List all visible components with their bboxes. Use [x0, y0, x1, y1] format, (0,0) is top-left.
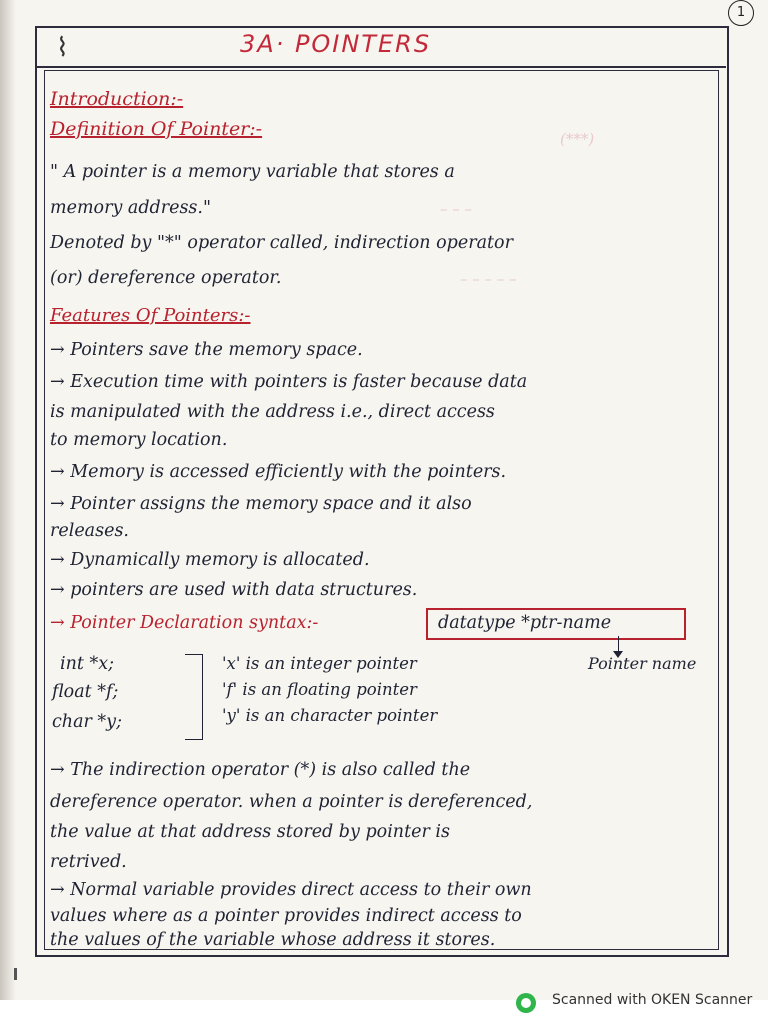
margin-mark: ⌇	[56, 33, 69, 63]
declaration-description: 'x' is an integer pointer	[222, 654, 417, 673]
page-number: 1	[728, 0, 754, 26]
oken-logo-icon	[516, 993, 536, 1013]
features-heading: Features Of Pointers:-	[50, 305, 251, 326]
definition-line: " A pointer is a memory variable that stores a	[50, 162, 455, 182]
declaration-line: char *y;	[52, 712, 122, 732]
declaration-description: 'f' is an floating pointer	[222, 680, 417, 699]
declaration-heading: → Pointer Declaration syntax:-	[50, 613, 319, 633]
pointer-name-label: Pointer name	[588, 654, 697, 673]
feature-line: → Execution time with pointers is faster because data	[50, 372, 528, 392]
page-edge-shadow	[0, 0, 16, 1000]
intro-heading: Introduction:-	[50, 88, 184, 110]
definition-heading: Definition Of Pointer:-	[50, 118, 263, 140]
scan-corner-mark	[14, 968, 17, 980]
indirection-line: → The indirection operator (*) is also called the	[50, 760, 471, 780]
bleed-through-mark: – – – – –	[460, 270, 517, 288]
definition-line: Denoted by "*" operator called, indirection operator	[50, 233, 513, 253]
feature-line: is manipulated with the address i.e., direct access	[50, 402, 495, 422]
scanner-watermark: Scanned with OKEN Scanner	[552, 992, 753, 1008]
definition-line: memory address."	[50, 198, 212, 218]
normal-variable-line: values where as a pointer provides indirect access to	[50, 906, 522, 926]
page-title: 3A· POINTERS	[240, 30, 432, 58]
feature-line: → Pointers save the memory space.	[50, 340, 363, 360]
bleed-through-mark: – – –	[440, 200, 473, 218]
feature-line: → Dynamically memory is allocated.	[50, 550, 370, 570]
feature-line: to memory location.	[50, 430, 228, 450]
indirection-line: retrived.	[50, 852, 127, 872]
syntax-text: datatype *ptr-name	[438, 613, 612, 633]
title-divider	[36, 66, 726, 68]
feature-line: releases.	[50, 521, 129, 541]
normal-variable-line: the values of the variable whose address it stores.	[50, 930, 496, 950]
bleed-through-mark: (***)	[560, 130, 595, 148]
declaration-line: float *f;	[52, 682, 119, 702]
feature-line: → Memory is accessed efficiently with the pointers.	[50, 462, 507, 482]
syntax-box	[426, 608, 686, 640]
declaration-description: 'y' is an character pointer	[222, 706, 438, 725]
arrow-down-icon	[618, 636, 619, 656]
indirection-line: the value at that address stored by pointer is	[50, 822, 450, 842]
normal-variable-line: → Normal variable provides direct access to their own	[50, 880, 532, 900]
feature-line: → pointers are used with data structures.	[50, 580, 418, 600]
brace-bracket	[182, 654, 203, 740]
definition-line: (or) dereference operator.	[50, 268, 282, 288]
declaration-line: int *x;	[60, 654, 114, 674]
indirection-line: dereference operator. when a pointer is dereferenced,	[50, 792, 533, 812]
feature-line: → Pointer assigns the memory space and it also	[50, 494, 472, 514]
